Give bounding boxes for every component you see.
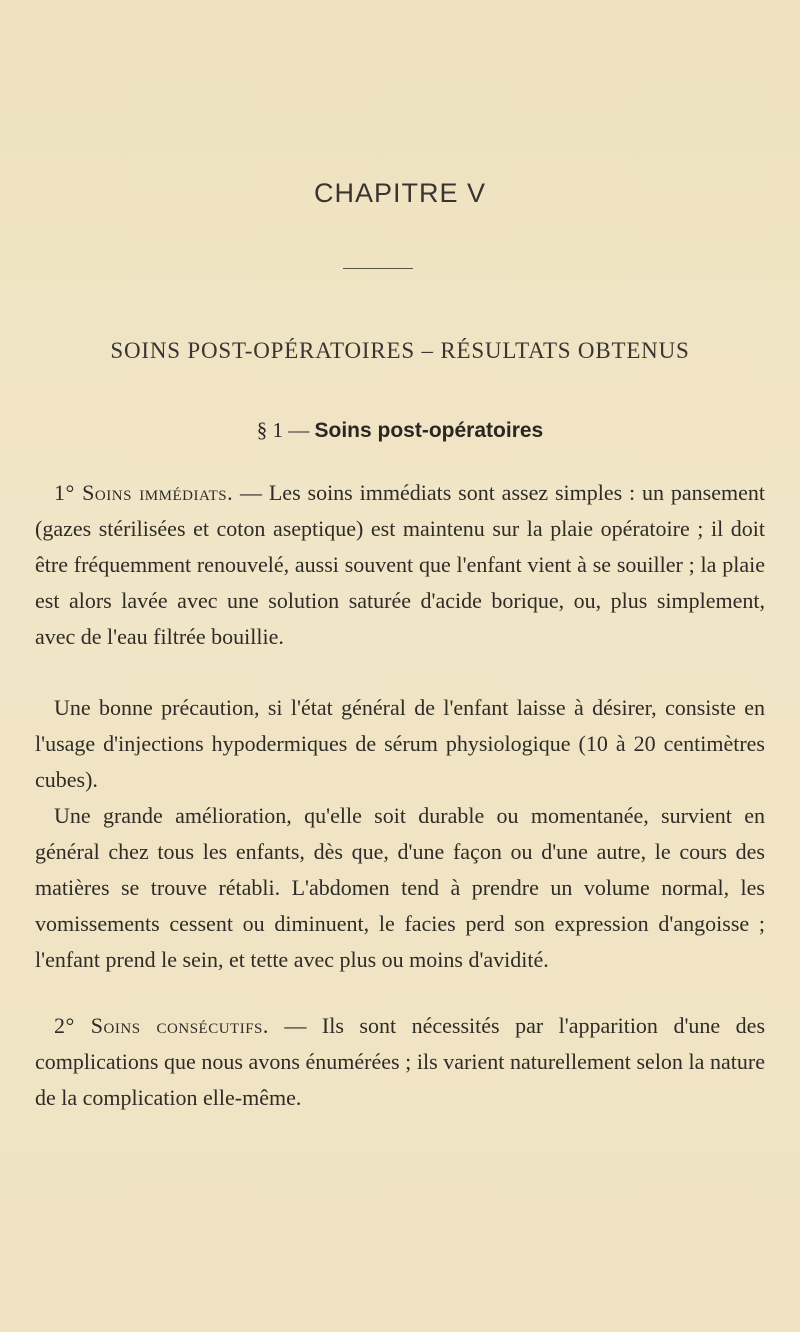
paragraph-lead: 2° Soins consécutifs. (54, 1013, 269, 1038)
subsection-title: Soins post-opératoires (314, 419, 544, 442)
subsection-number: § 1 — (256, 418, 310, 442)
paragraph-soins-immediats (35, 475, 765, 655)
paragraph-text: Une bonne précaution, si l'état général de l'enfant laisse à désirer, consiste en l'usage d'injections hypodermiques de sérum physiologique (10 à 20 centimètres cubes). (35, 695, 765, 792)
subsection-heading (0, 418, 800, 443)
paragraph-amelioration (35, 798, 765, 978)
title-divider (343, 268, 413, 269)
paragraph-text: Une grande amélioration, qu'elle soit durable ou momentanée, survient en général chez tous les enfants, dès que, d'une façon ou d'une autre, le cours des matières se trouve rétabli. L'abdomen tend à prendre un volume normal, les vomissements cessent ou diminuent, le facies perd son expression d'angoisse ; l'enfant prend le sein, et tette avec plus ou moins d'avidité. (35, 803, 765, 972)
paragraph-precaution (35, 690, 765, 798)
chapter-title: CHAPITRE V (313, 178, 487, 208)
paragraph-lead: 1° Soins immédiats. (54, 480, 234, 505)
paragraph-text: — Ils sont nécessités par l'apparition d'une des complications que nous avons énumérées ; ils varient naturellement selon la nature de la complication elle-même. (35, 1013, 765, 1110)
section-heading: SOINS POST-OPÉRATOIRES – RÉSULTATS OBTENUS (110, 338, 690, 363)
paragraph-text: — Les soins immédiats sont assez simples : un pansement (gazes stérilisées et coton aseptique) est maintenu sur la plaie opératoire ; il doit être fréquemment renouvelé, aussi souvent que l'enfant vient à se souiller ; la plaie est alors lavée avec une solution saturée d'acide borique, ou, plus simplement, avec de l'eau filtrée bouillie. (35, 480, 765, 649)
paragraph-soins-consecutifs (35, 1008, 765, 1116)
